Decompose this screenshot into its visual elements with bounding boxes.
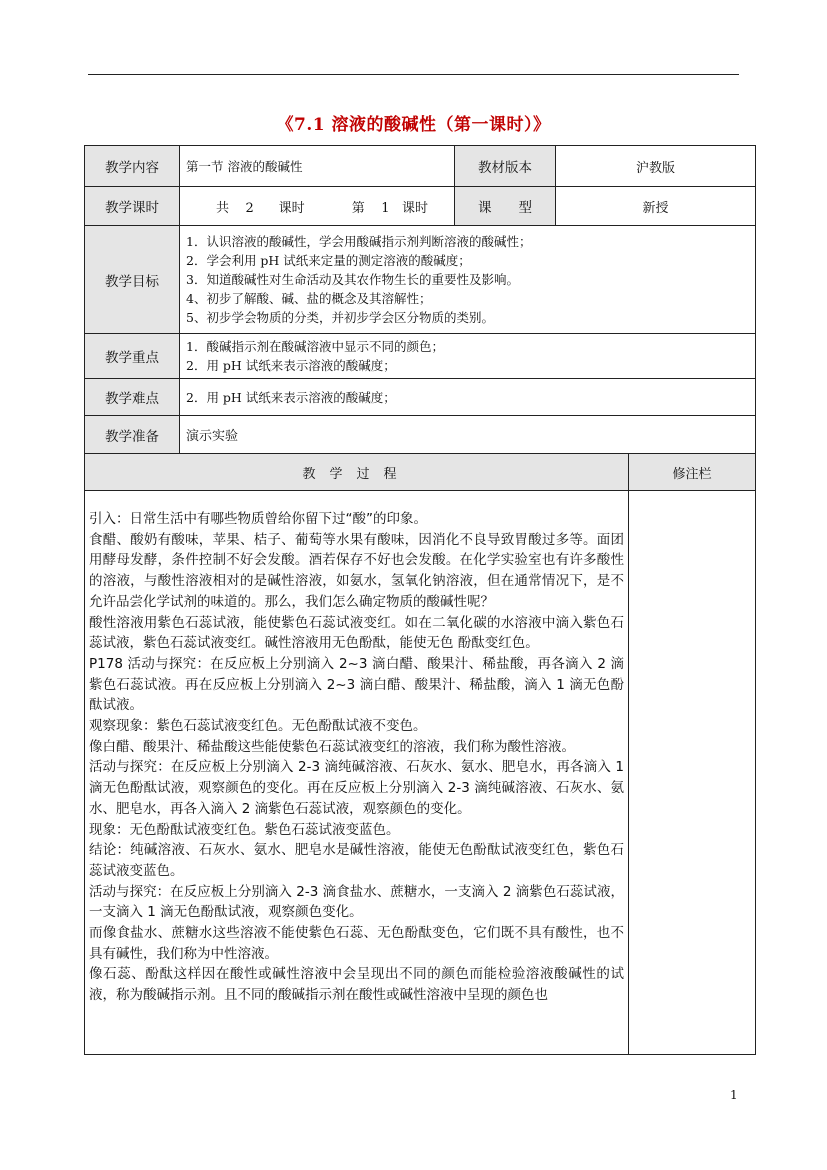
process-paragraph: 食醋、酸奶有酸味，苹果、桔子、葡萄等水果有酸味，因消化不良导致胃酸过多等。面团用酵母发酵，条件控制不好会发酸。酒若保存不好也会发酸。在化学实验室也有许多酸性的溶液，与酸性溶液相对的是碱性溶液，如氨水，氢氧化钠溶液，但在通常情况下，是不允许品尝化学试剂的味道的。那么，我们怎么确定物质的酸碱性呢？	[89, 531, 624, 610]
difficulty-item: 2．用 pH 试纸来表示溶液的酸碱度；	[186, 389, 396, 405]
hours-value	[180, 187, 455, 226]
label-lesson-type: 课 型	[455, 187, 556, 226]
header-rule	[88, 74, 739, 75]
document-title: 《7.1 溶液的酸碱性（第一课时）》	[276, 115, 551, 135]
preparation-value: 演示实验	[180, 416, 756, 454]
label-difficulties: 教学难点	[85, 379, 180, 416]
goals-list	[180, 226, 756, 334]
process-paragraph: 结论：纯碱溶液、石灰水、氨水、肥皂水是碱性溶液，能使无色酚酞试液变红色，紫色石蕊试液变蓝色。	[89, 842, 624, 879]
key-points-list	[180, 334, 756, 379]
process-paragraph: 活动与探究：在反应板上分别滴入 2-3 滴纯碱溶液、石灰水、氨水、肥皂水，再各滴入 1 滴无色酚酞试液，观察颜色的变化。再在反应板上分别滴入 2-3 滴纯碱溶液、石灰水、氨水、肥皂水，再各入滴入 2 滴紫色石蕊试液，观察颜色的变化。	[89, 759, 624, 817]
label-goals: 教学目标	[85, 226, 180, 334]
row-difficulties	[85, 379, 756, 416]
goal-item: 4、初步了解酸、碱、盐的概念及其溶解性；	[186, 291, 432, 306]
notes-column	[629, 491, 756, 1055]
page-number: 1	[730, 1088, 738, 1102]
row-process-header	[85, 454, 756, 491]
row-process-body	[85, 491, 756, 1055]
process-paragraph: 而像食盐水、蔗糖水这些溶液不能使紫色石蕊、无色酚酞变色，它们既不具有酸性，也不具有碱性，我们称为中性溶液。	[89, 925, 624, 962]
notes-header: 修注栏	[629, 454, 756, 491]
process-body	[85, 491, 629, 1055]
label-key-points: 教学重点	[85, 334, 180, 379]
row-preparation	[85, 416, 756, 454]
process-paragraph: P178 活动与探究：在反应板上分别滴入 2~3 滴白醋、酸果汁、稀盐酸，再各滴入 2 滴紫色石蕊试液。再在反应板上分别滴入 2~3 滴白醋、酸果汁、稀盐酸，滴入 1 滴无色酚酞试液。	[89, 655, 624, 714]
key-point-item: 1．酸碱指示剂在酸碱溶液中显示不同的颜色；	[186, 339, 444, 354]
goal-item: 1．认识溶液的酸碱性，学会用酸碱指示剂判断溶液的酸碱性；	[186, 234, 532, 249]
label-hours: 教学课时	[85, 187, 180, 226]
row-goals	[85, 226, 756, 334]
row-key-points	[85, 334, 756, 379]
content-value: 第一节 溶液的酸碱性	[180, 146, 455, 187]
difficulties-list	[180, 379, 756, 416]
process-paragraph: 引入：日常生活中有哪些物质曾给你留下过“酸”的印象。	[89, 511, 427, 527]
process-paragraph: 像石蕊、酚酞这样因在酸性或碱性溶液中会呈现出不同的颜色而能检验溶液酸碱性的试液，称为酸碱指示剂。且不同的酸碱指示剂在酸性或碱性溶液中呈现的颜色也	[89, 966, 624, 1004]
process-paragraph: 活动与探究：在反应板上分别滴入 2-3 滴食盐水、蔗糖水，一支滴入 2 滴紫色石蕊试液，一支滴入 1 滴无色酚酞试液，观察颜色变化。	[89, 883, 624, 921]
process-paragraph: 酸性溶液用紫色石蕊试液，能使紫色石蕊试液变红。如在二氧化碳的水溶液中滴入紫色石蕊试液，紫色石蕊试液变红。碱性溶液用无色酚酞，能使无色 酚酞变红色。	[89, 614, 624, 652]
process-header: 教学过程	[85, 454, 629, 491]
goal-item: 5、初步学会物质的分类，并初步学会区分物质的类别。	[186, 310, 494, 325]
row-content	[85, 146, 756, 187]
label-edition: 教材版本	[455, 146, 556, 187]
goal-item: 3．知道酸碱性对生命活动及其农作物生长的重要性及影响。	[186, 272, 519, 287]
lesson-plan-table	[84, 145, 756, 1055]
row-hours	[85, 187, 756, 226]
total-hours: 共 2 课时	[216, 200, 305, 216]
label-preparation: 教学准备	[85, 416, 180, 454]
process-paragraph: 像白醋、酸果汁、稀盐酸这些能使紫色石蕊试液变红的溶液，我们称为酸性溶液。	[89, 738, 575, 755]
process-paragraph: 现象：无色酚酞试液变红色。紫色石蕊试液变蓝色。	[89, 821, 400, 838]
lesson-type-value: 新授	[556, 187, 756, 226]
key-point-item: 2．用 pH 试纸来表示溶液的酸碱度；	[186, 358, 396, 373]
process-paragraph: 观察现象：紫色石蕊试液变红色。无色酚酞试液不变色。	[89, 718, 427, 735]
label-content: 教学内容	[85, 146, 180, 187]
current-hour: 第 1 课时	[351, 200, 428, 216]
edition-value: 沪教版	[556, 146, 756, 187]
goal-item: 2．学会利用 pH 试纸来定量的测定溶液的酸碱度；	[186, 253, 471, 268]
